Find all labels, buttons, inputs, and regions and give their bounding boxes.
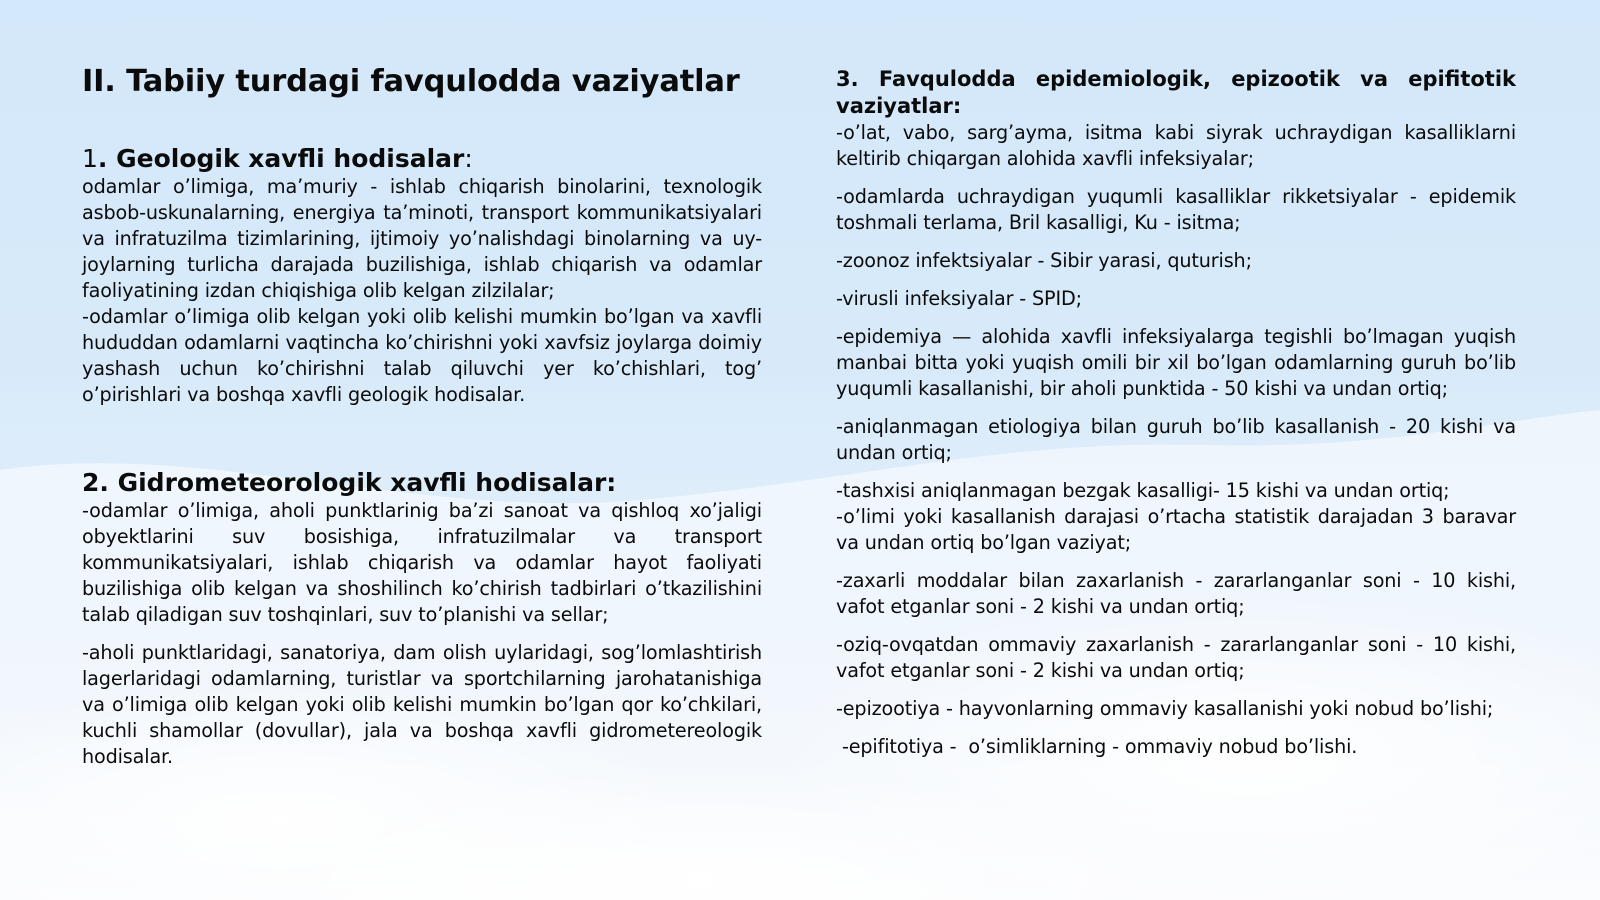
list-item: -tashxisi aniqlanmagan bezgak kasalligi- 15 kishi va undan ortiq;: [836, 479, 1450, 502]
paragraph: odamlar o’limiga, ma’muriy - ishlab chiqarish binolarini, texnologik asbob-uskunalarning, energiya ta’minoti, transport kommunikatsiyalari va infratuzilma tizimlarining, ijtimoiy yo’nalishdagi binolarning va uy-joylarning turlicha darajada buzilishiga, ishlab chiqarish va odamlar faoliyatining izdan chiqishiga olib kelgan zilzilalar;: [82, 175, 762, 302]
section-heading-colon: :: [464, 144, 473, 173]
paragraph: -odamlar o’limiga, aholi punktlarinig ba’zi sanoat va qishloq xo’jaligi obyektlarini suv bosishiga, infratuzilmalar va transport kommunikatsiyalari, ishlab chiqarish va odamlar hayot faoliyati buzilishiga olib kelgan va shoshilinch ko’chirish tadbirlari o’tkazilishini talab qiladigan suv toshqinlari, suv to’planishi va sellar;: [82, 499, 762, 626]
section-heading-epidemiological: 3. Favqulodda epidemiologik, epizootik va epifitotik vaziyatlar:: [836, 67, 1516, 118]
list-item: -zaxarli moddalar bilan zaxarlanish - zararlanganlar soni - 10 kishi, vafot etganlar soni - 2 kishi va undan ortiq;: [836, 569, 1516, 618]
section-number: 1: [82, 144, 98, 173]
section-heading-text: . Geologik xavfli hodisalar: [97, 144, 465, 173]
section-heading-geological: [82, 144, 762, 174]
epidemiological-list: [836, 120, 1516, 760]
section-heading-hydrometeorological: 2. Gidrometeorologik xavfli hodisalar:: [82, 468, 617, 497]
list-item: -aniqlanmagan etiologiya bilan guruh bo’lib kasallanish - 20 kishi va undan ortiq;: [836, 415, 1516, 464]
list-item: -epifitotiya - o’simliklarning - ommaviy nobud bo’lishi.: [836, 735, 1358, 758]
list-item: -oziq-ovqatdan ommaviy zaxarlanish - zararlanganlar soni - 10 kishi, vafot etganlar soni - 2 kishi va undan ortiq;: [836, 633, 1516, 682]
section-epidemiological: [836, 66, 1516, 772]
list-item: -o’lat, vabo, sarg’ayma, isitma kabi siyrak uchraydigan kasalliklarni keltirib chiqargan alohida xavfli infeksiyalar;: [836, 121, 1516, 170]
list-item: -epizootiya - hayvonlarning ommaviy kasallanishi yoki nobud bo’lishi;: [836, 697, 1494, 720]
list-item: -zoonoz infektsiyalar - Sibir yarasi, quturish;: [836, 249, 1252, 272]
list-item: -o’limi yoki kasallanish darajasi o’rtacha statistik darajadan 3 baravar va undan ortiq bo’lgan vaziyat;: [836, 505, 1516, 554]
list-item: -odamlarda uchraydigan yuqumli kasalliklar rikketsiyalar - epidemik toshmali terlama, Bril kasalligi, Ku - isitma;: [836, 185, 1516, 234]
list-item: -epidemiya — alohida xavfli infeksiyalarga tegishli bo’lmagan yuqish manbai bitta yoki yuqish omili bir xil bo’lgan odamlarning guruh bo’lib yuqumli kasallanishi, bir aholi punktida - 50 kishi va undan ortiq;: [836, 325, 1516, 400]
paragraph: -odamlar o’limiga olib kelgan yoki olib kelishi mumkin bo’lgan va xavfli hududdan odamlarni vaqtincha ko’chirishni yoki xavfsiz joylarga doimiy yashash uchun ko’chirishni talab qiluvchi yer ko’chishlari, tog’ o’pirishlari va boshqa xavfli geologik hodisalar.: [82, 305, 762, 406]
list-item: -virusli infeksiyalar - SPID;: [836, 287, 1082, 310]
section-geological: [82, 144, 762, 408]
section-hydrometeorological: [82, 468, 762, 770]
slide-title: II. Tabiiy turdagi favqulodda vaziyatlar: [82, 64, 740, 99]
paragraph: -aholi punktlaridagi, sanatoriya, dam olish uylaridagi, sog’lomlashtirish lagerlaridagi odamlarning, turistlar va sportchilarning jarohatanishiga va o’limiga olib kelgan yoki olib kelishi mumkin bo’lgan qor ko’chkilari, kuchli shamollar (dovullar), jala va boshqa xavfli gidrometereologik hodisalar.: [82, 641, 762, 768]
